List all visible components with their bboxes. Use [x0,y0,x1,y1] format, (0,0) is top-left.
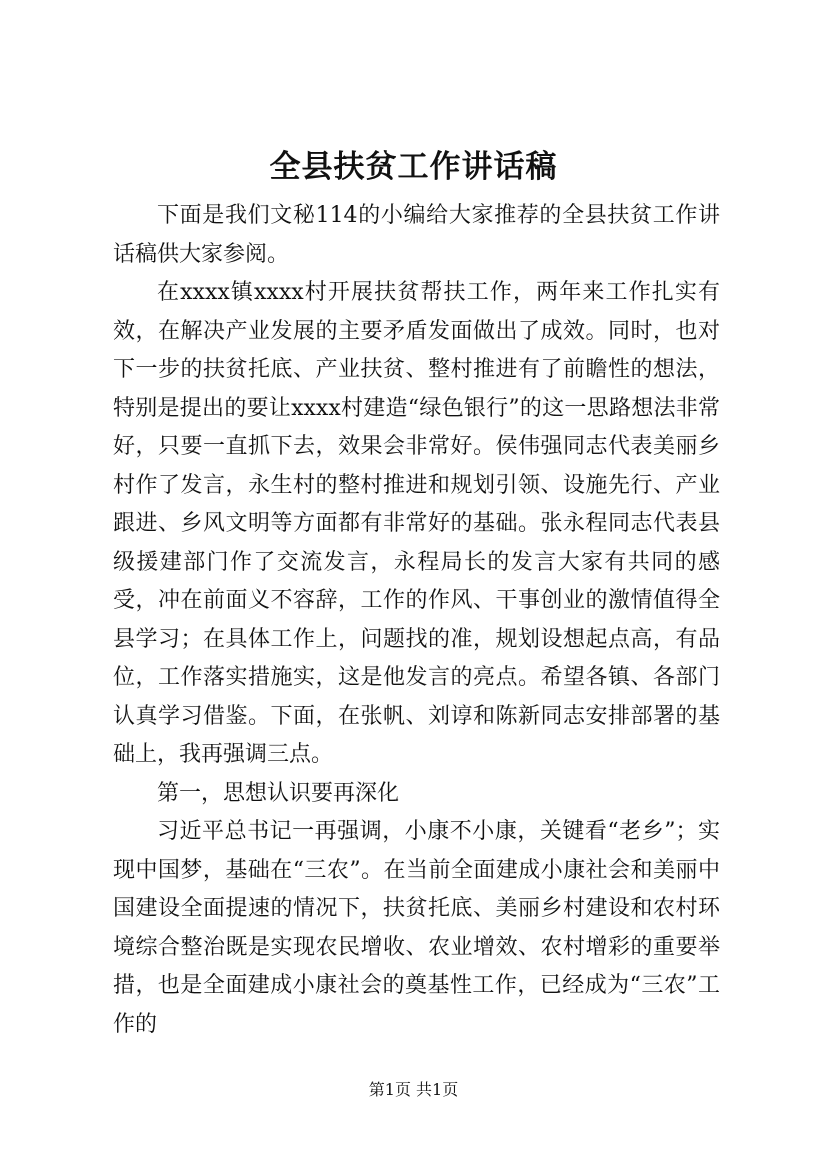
paragraph-review: 在xxxx镇xxxx村开展扶贫帮扶工作，两年来工作扎实有效，在解决产业发展的主要矛盾发面做出了成效。同时，也对下一步的扶贫托底、产业扶贫、整村推进有了前瞻性的想法，特别是提出的要让xxxx村建造“绿色银行”的这一思路想法非常好，只要一直抓下去，效果会非常好。侯伟强同志代表美丽乡村作了发言，永生村的整村推进和规划引领、设施先行、产业跟进、乡风文明等方面都有非常好的基础。张永程同志代表县级援建部门作了交流发言，永程局长的发言大家有共同的感受，冲在前面义不容辞，工作的作风、干事创业的激情值得全县学习；在具体工作上，问题找的准，规划设想起点高，有品位，工作落实措施实，这是他发言的亮点。希望各镇、各部门认真学习借鉴。下面，在张帆、刘谆和陈新同志安排部署的基础上，我再强调三点。 [113,280,720,767]
document-body [113,197,720,1044]
document-title: 全县扶贫工作讲话稿 [269,149,558,185]
section-heading-first: 第一，思想认识要再深化 [157,780,400,806]
page-footer: 第1页 共1页 [368,1080,459,1099]
paragraph-first-point: 习近平总书记一再强调，小康不小康，关键看“老乡”；实现中国梦，基础在“三农”。在当前全面建成小康社会和美丽中国建设全面提速的情况下，扶贫托底、美丽乡村建设和农村环境综合整治既是实现农民增收、农业增效、农村增彩的重要举措，也是全面建成小康社会的奠基性工作，已经成为“三农”工作的 [113,819,720,1037]
paragraph-intro: 下面是我们文秘114的小编给大家推荐的全县扶贫工作讲话稿供大家参阅。 [113,203,720,267]
